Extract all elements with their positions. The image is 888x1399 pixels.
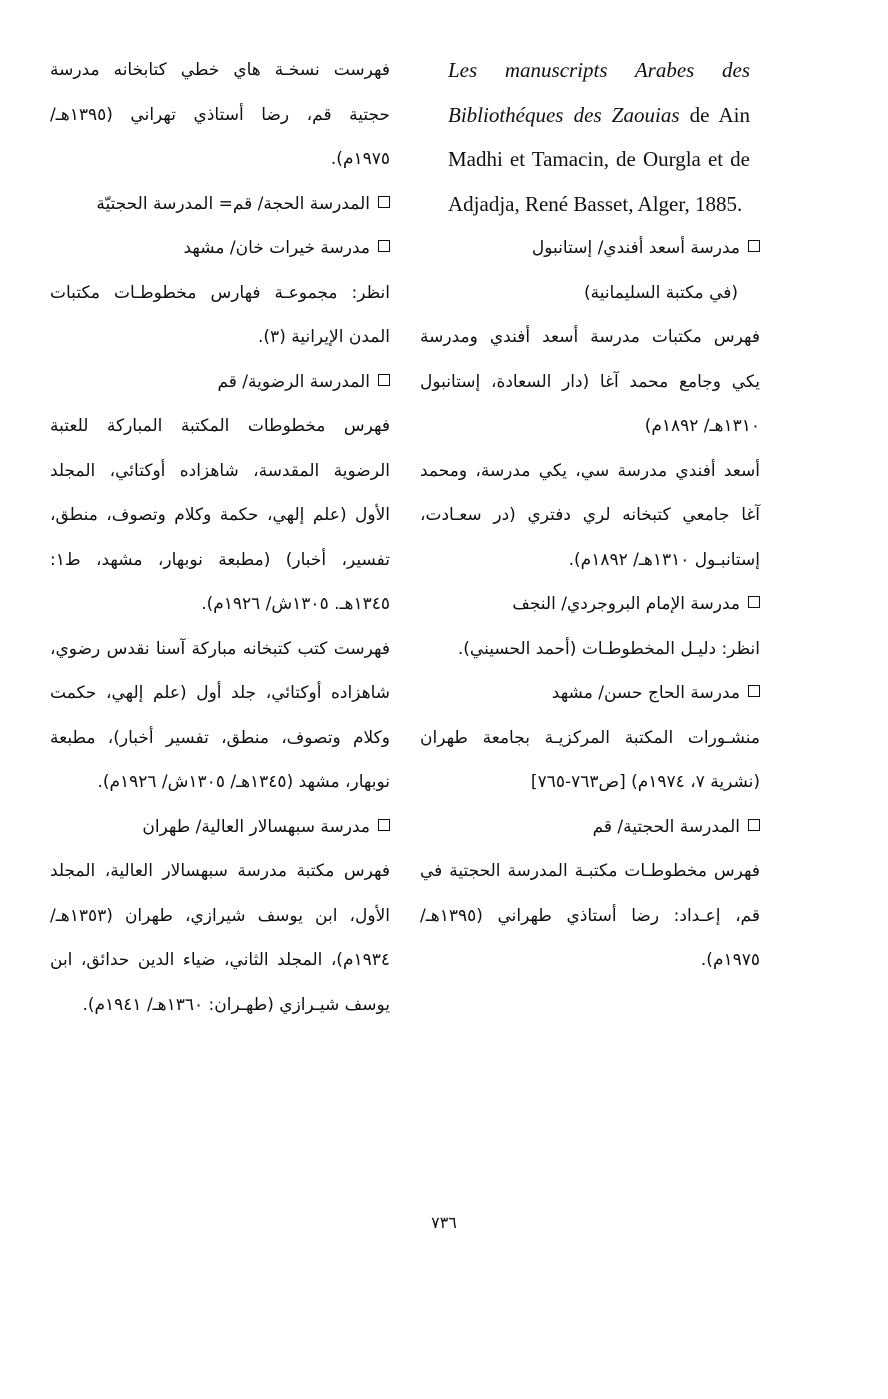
checkbox-bullet-icon (378, 374, 390, 386)
entry-heading: مدرسة الإمام البروجردي/ النجف (420, 582, 760, 627)
entry-heading: مدرسة سبهسالار العالية/ طهران (50, 805, 390, 850)
entry-heading: مدرسة الحاج حسن/ مشهد (420, 671, 760, 716)
entry-text: انظر: دليـل المخطوطـات (أحمد الحسيني). (457, 638, 760, 659)
checkbox-bullet-icon (378, 240, 390, 252)
latin-catalogue-title (448, 48, 750, 226)
entry-heading: مدرسة أسعد أفندي/ إستانبول (420, 226, 760, 271)
right-column (420, 48, 760, 983)
entry-text: فهرست كتب كتبخانه مباركة آسنا نقدس رضوي، شاهزاده أوكتائي، جلد أول (علم إلهي، حكمت وكلام وتصوف، منطق، تفسير أخبار)، مطبعة نوبهار، مشهد (١٣٤٥هـ/ ١٣٠٥ش/ ١٩٢٦م). (50, 638, 390, 792)
entry-heading: المدرسة الحجتية/ قم (420, 805, 760, 850)
entry-note: (في مكتبة السليمانية) (583, 282, 738, 303)
checkbox-bullet-icon (748, 596, 760, 608)
entry-heading: المدرسة الحجة/ قم= المدرسة الحجتيّة (50, 182, 390, 227)
entry-text: انظر: مجموعـة فهارس مخطوطـات مكتبات المدن الإيرانية (٣). (50, 282, 390, 347)
latin-title-roman: de Ain Madhi et Tamacin, de Ourgla et de Adjadja, René Basset, Alger, 1885. (448, 102, 750, 216)
entry-text: فهرس مخطوطات المكتبة المباركة للعتبة الرضوية المقدسة، شاهزاده أوكتائي، المجلد الأول (علم إلهي، حكمة وكلام وتصوف، منطق، تفسير، أخبار) (مطبعة نوبهار، مشهد، ط١: ١٣٤٥هـ. ١٣٠٥ش/ ١٩٢٦م). (50, 416, 390, 614)
checkbox-bullet-icon (748, 819, 760, 831)
entry-text: أسعد أفندي مدرسة سي، يكي مدرسة، ومحمد آغا جامعي كتبخانه لري دفتري (در سعـادت، إستانبـول ١٣١٠هـ/ ١٨٩٢م). (420, 460, 760, 570)
entry-heading: مدرسة خيرات خان/ مشهد (50, 226, 390, 271)
checkbox-bullet-icon (378, 196, 390, 208)
checkbox-bullet-icon (378, 819, 390, 831)
checkbox-bullet-icon (748, 240, 760, 252)
entry-text: فهرس مكتبة مدرسة سبهسالار العالية، المجلد الأول، ابن يوسف شيرازي، طهران (١٣٥٣هـ/ ١٩٣٤م)، المجلد الثاني، ضياء الدين حدائق، ابن يوسف شيـرازي (طهـران: ١٣٦٠هـ/ ١٩٤١م). (50, 861, 390, 1015)
entry-heading: المدرسة الرضوية/ قم (50, 360, 390, 405)
latin-title-italic: Les manuscripts Arabes des Bibliothéques des Zaouias (448, 58, 750, 127)
entry-text: فهرس مخطوطـات مكتبـة المدرسة الحجتية في قم، إعـداد: رضا أستاذي طهراني (١٣٩٥هـ/ ١٩٧٥م). (420, 861, 760, 970)
entry-text: منشـورات المكتبة المركزيـة بجامعة طهران (نشرية ٧، ١٩٧٤م) [ص٧٦٣-٧٦٥] (420, 727, 760, 792)
checkbox-bullet-icon (748, 685, 760, 697)
page-number: ٧٣٦ (431, 1213, 457, 1232)
entry-text: فهرس مكتبات مدرسة أسعد أفندي ومدرسة يكي وجامع محمد آغا (دار السعادة، إستانبول ١٣١٠هـ/ ١٨٩٢م) (420, 327, 760, 436)
entry-text: فهرست نسخـة هاي خطي كتابخانه مدرسة حجتية قم، رضا أستاذي تهراني (١٣٩٥هـ/ ١٩٧٥م). (50, 60, 390, 169)
left-column (50, 48, 390, 1027)
